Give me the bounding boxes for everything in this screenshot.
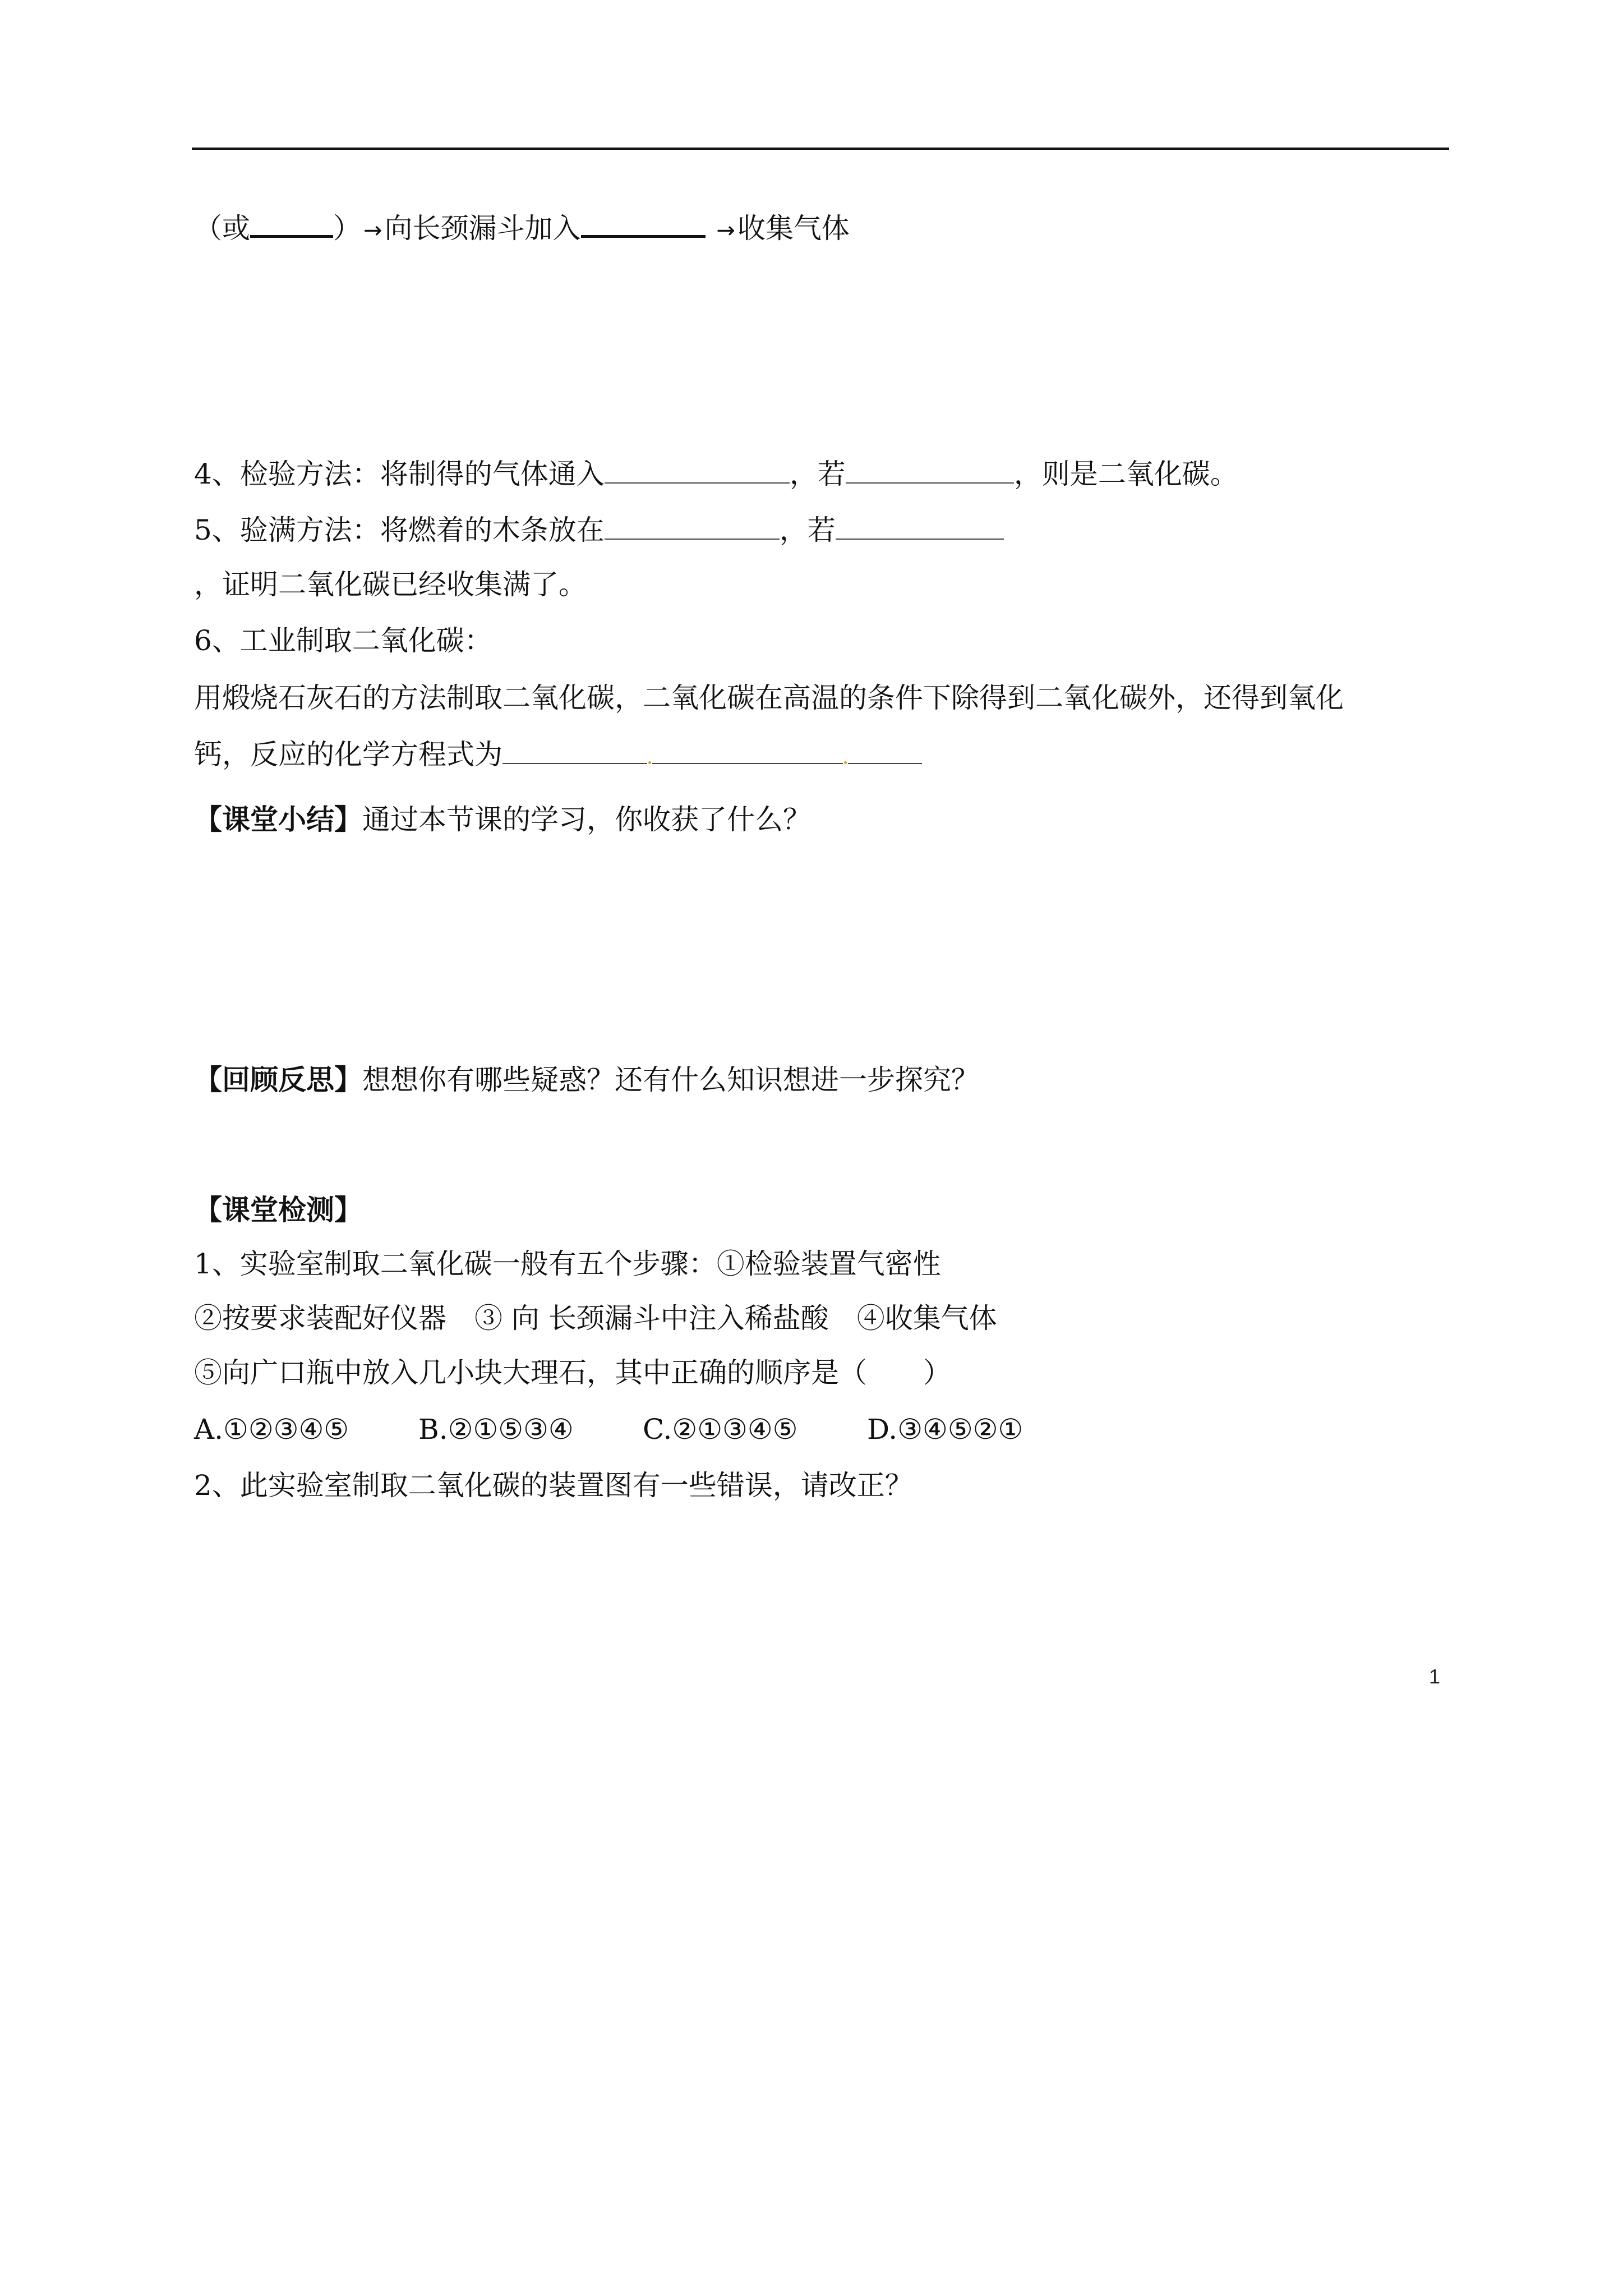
option-c[interactable]: C.②①③④⑤ (643, 1413, 798, 1446)
q5-mid: ，若 (779, 514, 836, 546)
test-q1-line1-text: 1、实验室制取二氧化碳一般有五个步骤：①检验装置气密性 (194, 1248, 941, 1280)
summary-text: 通过本节课的学习，你收获了什么？ (362, 803, 811, 836)
q4-mid: ，若 (789, 458, 846, 490)
question-6-heading (194, 621, 492, 660)
test-q1-line3-text: ⑤向广口瓶中放入几小块大理石，其中正确的顺序是（ ） (194, 1356, 951, 1389)
page-number: 1 (1429, 1665, 1441, 1688)
test-q1-line2-text: ②按要求装配好仪器 ③ 向 长颈漏斗中注入稀盐酸 ④收集气体 (194, 1302, 997, 1335)
test-q1-line3 (194, 1353, 951, 1392)
q4-prefix: 4、检验方法：将制得的气体通入 (194, 458, 605, 490)
q6-heading: 6、工业制取二氧化碳： (194, 624, 492, 657)
blank-q4-b[interactable] (846, 477, 1014, 484)
class-summary (194, 800, 811, 839)
option-b[interactable]: B.②①⑤③④ (418, 1413, 574, 1446)
reflection (194, 1060, 979, 1099)
step-collect-gas: 收集气体 (737, 212, 850, 245)
q6-line2-text: 钙，反应的化学方程式为 (194, 738, 502, 771)
arrow-icon: → (363, 218, 382, 243)
option-d[interactable]: D.③④⑤②① (867, 1413, 1023, 1446)
blank-equation[interactable] (502, 757, 647, 764)
option-a[interactable]: A.①②③④⑤ (194, 1413, 349, 1446)
test-q1-line1 (194, 1244, 941, 1283)
test-heading (194, 1190, 362, 1230)
test-q1-line2 (194, 1299, 997, 1338)
question-6-line1 (194, 678, 1344, 717)
q4-suffix: ，则是二氧化碳。 (1013, 458, 1238, 490)
dot-mark (648, 761, 651, 764)
test-label: 【课堂检测】 (194, 1194, 362, 1226)
question-5 (194, 510, 1004, 550)
blank-add-reagent[interactable] (581, 229, 706, 238)
test-q2-text: 2、此实验室制取二氧化碳的装置图有一些错误，请改正？ (194, 1469, 913, 1502)
blank-alternative[interactable] (250, 229, 333, 238)
reflection-label: 【回顾反思】 (194, 1064, 362, 1096)
q5-cont: ，证明二氧化碳已经收集满了。 (194, 568, 587, 601)
arrow-icon: → (716, 218, 735, 243)
test-q2 (194, 1466, 913, 1505)
summary-label: 【课堂小结】 (194, 803, 362, 836)
question-6-line2 (194, 735, 922, 774)
blank-equation-2[interactable] (652, 757, 843, 764)
test-q1-options (194, 1410, 1023, 1449)
reflection-text: 想想你有哪些疑惑？还有什么知识想进一步探究？ (362, 1064, 979, 1096)
procedure-line (194, 209, 850, 248)
blank-q5-b[interactable] (836, 533, 1004, 540)
q6-line1-text: 用煅烧石灰石的方法制取二氧化碳，二氧化碳在高温的条件下除得到二氧化碳外，还得到氧化 (194, 682, 1344, 714)
blank-q5-a[interactable] (605, 533, 780, 540)
question-5-continued (194, 565, 587, 604)
q5-prefix: 5、验满方法：将燃着的木条放在 (194, 514, 605, 546)
dot-mark (844, 761, 847, 764)
close-paren: ） (333, 212, 361, 245)
blank-equation-3[interactable] (848, 757, 922, 764)
step-add-funnel: 向长颈漏斗加入 (384, 212, 581, 245)
blank-q4-a[interactable] (605, 477, 790, 484)
header-rule (192, 148, 1449, 150)
open-paren: （或 (194, 212, 250, 245)
question-4 (194, 454, 1238, 494)
